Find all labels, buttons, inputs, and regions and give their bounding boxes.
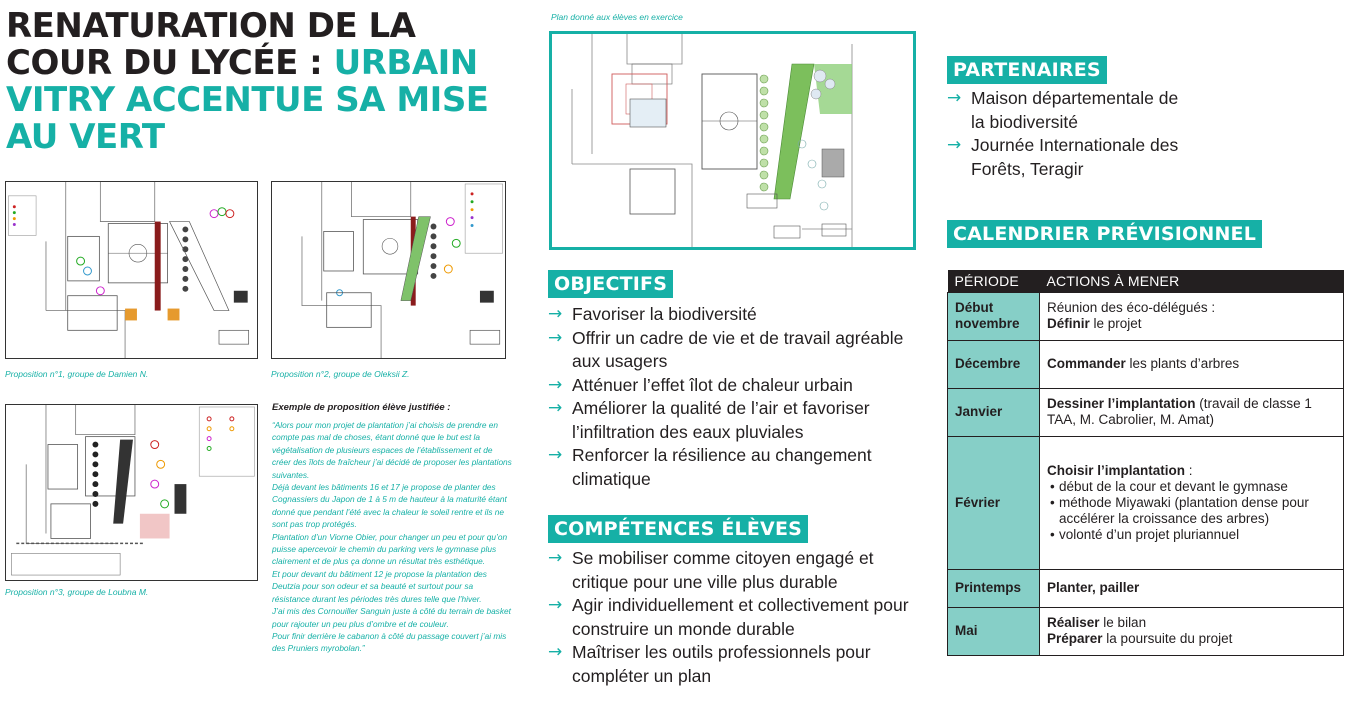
action-line [1047, 631, 1336, 647]
action-verb: Dessiner l’implantation [1047, 396, 1196, 411]
partenaires-list [947, 87, 1192, 181]
partenaire-text: Journée Internationale des Forêts, Teragir [971, 135, 1179, 179]
arrow-right-icon: → [548, 642, 563, 662]
list-item [548, 374, 918, 398]
action-text: (travail de classe 1 TAA, M. Cabrolier, M. Amat) [1047, 396, 1312, 427]
proposal-plan-1 [5, 181, 258, 359]
action-line: Réunion des éco-délégués : [1047, 300, 1216, 315]
main-plan [549, 31, 916, 250]
table-header-row [948, 270, 1344, 292]
period-cell: Début novembre [948, 292, 1040, 340]
justification-paragraph: Déjà devant les bâtiments 16 et 17 je propose de planter des Cognassiers du Japon de 1 à 5 m de hauteur à la maturité étant donné que pendant l’été avec la chaleur le soleil rentre et ils ne sont pas trop protégés. [272, 482, 507, 530]
arrow-right-icon: → [548, 445, 563, 465]
list-item: • début de la cour et devant le gymnase [1047, 479, 1336, 495]
justification-paragraph: “Alors pour mon projet de plantation j’ai choisis de prendre en compte pas mal de choses, étant donné que le but est la végétalisation de plusieurs espaces de l’établissement et de créer des îlots de fraîcheur j’ai décidé de proposer les plantations suivantes. [272, 420, 512, 480]
competence-text: Maîtriser les outils professionnels pour compléter un plan [572, 642, 871, 686]
actions-cell [1040, 569, 1344, 607]
list-item: • volonté d’un projet pluriannuel [1047, 527, 1336, 543]
action-verb: Planter, pailler [1047, 580, 1140, 595]
arrow-right-icon: → [548, 304, 563, 324]
actions-cell [1040, 340, 1344, 388]
list-item [548, 547, 923, 594]
calendrier-heading: CALENDRIER PRÉVISIONNEL [947, 220, 1262, 248]
action-text: le bilan [1099, 615, 1147, 630]
action-sublist [1047, 479, 1336, 543]
arrow-right-icon: → [947, 88, 962, 108]
actions-cell [1040, 436, 1344, 569]
period-cell: Mai [948, 607, 1040, 655]
proposal-caption-3: Proposition n°3, groupe de Loubna M. [5, 587, 149, 597]
proposal-caption-2: Proposition n°2, groupe de Oleksii Z. [271, 369, 410, 379]
column-header-period: PÉRIODE [948, 270, 1040, 292]
proposal-caption-1: Proposition n°1, groupe de Damien N. [5, 369, 149, 379]
partenaires-heading: PARTENAIRES [947, 56, 1107, 84]
page-title-dark: RENATURATION DE LA COUR DU LYCÉE : [6, 6, 416, 83]
action-verb: Définir [1047, 316, 1090, 331]
list-item [548, 594, 923, 641]
justification-paragraph: J’ai mis des Cornouiller Sanguin juste à côté du terrain de basket pour rajouter un peu plus d’ombre et de couleur. [272, 606, 511, 629]
action-line [1047, 463, 1336, 479]
objectif-text: Offrir un cadre de vie et de travail agréable aux usagers [572, 327, 904, 371]
action-line [1047, 316, 1336, 332]
arrow-right-icon: → [548, 595, 563, 615]
proposal-plan-1-drawing [6, 182, 257, 358]
action-text: les plants d’arbres [1125, 356, 1240, 371]
action-verb: Préparer [1047, 631, 1103, 646]
list-item [548, 641, 923, 688]
main-plan-drawing [552, 34, 913, 247]
main-plan-caption: Plan donné aux élèves en exercice [551, 12, 683, 22]
competence-text: Agir individuellement et collectivement pour construire un monde durable [572, 595, 909, 639]
list-item: • méthode Miyawaki (plantation dense pour accélérer la croissance des arbres) [1047, 495, 1336, 527]
table-row [948, 292, 1344, 340]
competences-heading: COMPÉTENCES ÉLÈVES [548, 515, 808, 543]
table-row [948, 436, 1344, 569]
proposal-plan-2 [271, 181, 506, 359]
actions-cell [1040, 292, 1344, 340]
table-row [948, 340, 1344, 388]
list-item [548, 397, 918, 444]
arrow-right-icon: → [548, 327, 563, 348]
calendar-table [947, 270, 1344, 656]
justification-title: Exemple de proposition élève justifiée : [272, 402, 451, 413]
justification-block [272, 402, 512, 655]
partenaire-text: Maison départementale de la biodiversité [971, 88, 1179, 132]
justification-paragraph: Plantation d’un Viorne Obier, pour changer un peu et pour qu’on puisse apercevoir le chemin du parking vers le gymnase plus clairement et de plus ça donne un résultat très esthétique. [272, 531, 508, 567]
proposal-plan-3-drawing [6, 405, 257, 580]
action-text: la poursuite du projet [1102, 631, 1233, 646]
page-title [6, 8, 526, 156]
action-text: : [1185, 462, 1193, 478]
table-row [948, 569, 1344, 607]
column-header-actions: ACTIONS À MENER [1040, 270, 1344, 292]
objectif-text: Renforcer la résilience au changement climatique [572, 445, 872, 489]
table-row [948, 388, 1344, 436]
actions-cell [1040, 607, 1344, 655]
list-item [947, 87, 1192, 134]
action-line [1047, 615, 1336, 631]
action-verb: Réaliser [1047, 615, 1100, 630]
objectif-text: Améliorer la qualité de l’air et favoriser l’infiltration des eaux pluviales [572, 398, 870, 442]
arrow-right-icon: → [548, 374, 563, 395]
list-item [548, 303, 918, 327]
justification-paragraph: Et pour devant du bâtiment 12 je propose la plantation des Deutzia pour son odeur et sa beauté et surtout pour sa résistance durant les périodes très dures telle que l’hiver. [272, 568, 487, 604]
action-text: le projet [1089, 316, 1142, 331]
arrow-right-icon: → [548, 548, 563, 568]
objectifs-heading: OBJECTIFS [548, 270, 673, 298]
period-cell: Décembre [948, 340, 1040, 388]
proposal-plan-2-drawing [272, 182, 505, 358]
arrow-right-icon: → [947, 135, 962, 155]
list-item [548, 444, 918, 491]
justification-paragraph: Pour finir derrière le cabanon à côté du passage couvert j’ai mis des Pruniers myrobolan.” [272, 630, 507, 654]
list-item [548, 327, 918, 374]
period-cell: Janvier [948, 388, 1040, 436]
objectifs-list [548, 303, 918, 491]
proposal-plan-3 [5, 404, 258, 581]
period-cell: Printemps [948, 569, 1040, 607]
actions-cell [1040, 388, 1344, 436]
action-verb: Commander [1047, 356, 1126, 371]
competences-list [548, 547, 923, 688]
table-row [948, 607, 1344, 655]
objectif-text: Favoriser la biodiversité [572, 304, 757, 324]
action-verb: Choisir l’implantation [1047, 462, 1186, 478]
page-title-accent: URBAIN VITRY ACCENTUE SA MISE AU VERT [6, 43, 489, 157]
list-item [947, 134, 1192, 181]
objectif-text: Atténuer l’effet îlot de chaleur urbain [572, 374, 853, 395]
period-cell: Février [948, 436, 1040, 569]
competence-text: Se mobiliser comme citoyen engagé et critique pour une ville plus durable [572, 548, 874, 592]
arrow-right-icon: → [548, 398, 563, 418]
